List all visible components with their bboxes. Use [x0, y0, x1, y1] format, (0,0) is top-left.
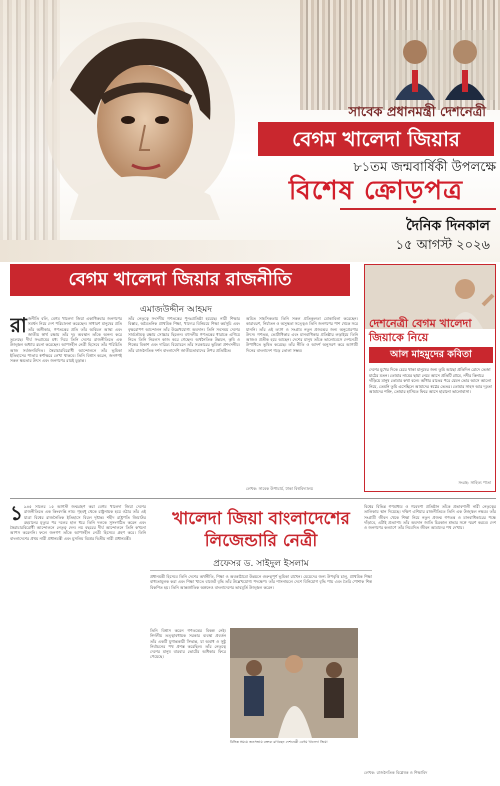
- article1-col2-text: তাঁর নেতৃত্বে সংসদীয় গণতন্ত্রের পুনঃপ্রতিষ্ঠা হয়েছে। নারী শিক্ষার বিস্তার, অবৈতনিক প্রাথমিক শিক্ষা, খাদ্যের বিনিময়ে শিক্ষা কর্মসূচি এবং বৃক্ষরোপণ আন্দোলন তাঁর উল্লেখযোগ্য অবদান। তিনি সবসময় দেশের সার্বভৌমত্ব রক্ষায় সোচ্চার ছিলেন। বহুদলীয় গণতন্ত্রের ধারাকে এগিয়ে নিতে তিনি নিরলস কাজ করে গেছেন। অর্থনৈতিক উন্নয়ন, কৃষি ও শিল্পের বিকাশ এবং দারিদ্র্য বিমোচনে তাঁর সরকারের ভূমিকা প্রশংসনীয়। তাঁর রাজনৈতিক দর্শন বাংলাদেশি জাতীয়তাবাদের উপর প্রতিষ্ঠিত।: [128, 316, 240, 353]
- poem-sidebar: [364, 264, 496, 492]
- article1-column-3: [246, 316, 358, 484]
- banner-kicker: সাবেক প্রধানমন্ত্রী দেশনেত্রী: [348, 105, 486, 120]
- special-supplement-title: বিশেষ ক্রোড়পত্র: [288, 176, 464, 206]
- article1-dropcap: রা: [10, 316, 27, 337]
- section-divider: [10, 498, 496, 499]
- article1-column-1: [10, 316, 122, 492]
- article2-col2-text: প্রধানমন্ত্রী হিসেবে তিনি দেশের অর্থনীতি, শিক্ষা ও অবকাঠামো উন্নয়নে গুরুত্বপূর্ণ ভূমিকা রাখেন। মেয়েদের জন্য উপবৃত্তি চালু, প্রাথমিক শিক্ষা বাধ্যতামূলক করা এবং শিক্ষা খাতে বাজেট বৃদ্ধি তাঁর উল্লেখযোগ্য পদক্ষেপ। তাঁর শাসনামলে দেশে বিনিয়োগ বৃদ্ধি পায় এবং তৈরি পোশাক শিল্প বিকশিত হয়। তিনি আন্তর্জাতিক অঙ্গনেও বাংলাদেশের ভাবমূর্তি উজ্জ্বল করেন।: [150, 574, 372, 590]
- article1-column-2: [128, 316, 240, 492]
- banner-name: বেগম খালেদা জিয়ার: [258, 122, 494, 156]
- rally-photo-caption: বিভিন্ন সময়ে জনসভায় বক্তব্য রাখছেন দেশনেত্রী বেগম খালেদা জিয়া: [230, 740, 328, 744]
- article1-headline: বেগম খালেদা জিয়ার রাজনীতি: [10, 264, 350, 296]
- article1-footnote: লেখক: সাবেক উপাচার্য, ঢাকা বিশ্ববিদ্যালয়: [246, 486, 313, 491]
- sidebar-poem: দেশের মুখের দিকে চেয়ে থাকা মানুষের জন্য তুমি আছো প্রতিদিন রোদে ভেজা মাঠের মতন। তোমার নামের ছায়া নেমে আসে প্রতিটি গ্রামে, নদীর কিনারে দাঁড়িয়ে মানুষ তোমার কথা বলে। আঁধার রাতের পরে যেমন ভোর আসে আলো নিয়ে, তেমনি তুমি এসেছিলে আমাদের স্বপ্নের ভেতর। তোমার সাহস আর দৃঢ়তা আমাদের শক্তি, তোমার হাসিতে ফিরে আসে হারানো ভালোবাসা।: [369, 367, 492, 395]
- article2-column-2: [150, 574, 372, 624]
- politicians-photo: [385, 30, 495, 100]
- article2-col3-text: তিনি বিশ্বাস করেন গণতন্ত্রের বিকল্প নেই। নির্দলীয় তত্ত্বাবধায়ক সরকার ব্যবস্থা প্রবর্তন তাঁর একটি যুগান্তকারী সিদ্ধান্ত, যা অবাধ ও সুষ্ঠু নির্বাচনের পথ প্রশস্ত করেছিল। তাঁর নেতৃত্বে দেশের মানুষ বারবার ভোটের অধিকার ফিরে পেয়েছে।: [150, 628, 226, 660]
- sidebar-credit: সংগ্রহ: সাহিত্য পাতা: [458, 480, 491, 485]
- article2-headline: খালেদা জিয়া বাংলাদেশের লিজেন্ডারি নেত্রী: [172, 509, 350, 551]
- newspaper-name: দৈনিক দিনকাল: [405, 218, 490, 234]
- article2-footnote: লেখক: রাজনৈতিক বিশ্লেষক ও শিক্ষাবিদ: [364, 770, 428, 775]
- banner-occasion: ৮১তম জন্মবার্ষিকী উপলক্ষে: [353, 160, 496, 175]
- article2-rule: [150, 570, 372, 571]
- article2-col4-text: বিশ্বের বিভিন্ন গণমাধ্যম ও গবেষণা প্রতিষ্ঠান তাঁকে প্রভাবশালী নারী নেতৃত্বের তালিকায় স্থান দিয়েছে। দক্ষিণ এশিয়ার রাজনীতিতে তিনি এক উজ্জ্বল নক্ষত্র। তাঁর সংগ্রামী জীবন থেকে শিক্ষা নিয়ে নতুন প্রজন্ম গণতন্ত্র ও মানবাধিকারের পক্ষে দাঁড়াবে, এটাই প্রত্যাশা। তাঁর অবদান জাতি চিরকাল শ্রদ্ধার সঙ্গে স্মরণ করবে। দেশ ও জনগণের কল্যাণে তাঁর নিবেদিত জীবন আমাদের পথ দেখায়।: [364, 504, 496, 531]
- rally-photo: [230, 628, 358, 738]
- masthead-rule: [340, 208, 496, 210]
- article2-dropcap: ১: [10, 504, 23, 525]
- article2-byline: প্রফেসর ড. সাইদুল ইসলাম: [213, 559, 309, 569]
- issue-date: ১৫ আগস্ট ২০২৬: [395, 238, 490, 253]
- supplement-banner: [0, 0, 500, 262]
- sidebar-subheading: আল মাহমুদের কবিতা: [369, 347, 493, 363]
- article2-column-3: [150, 628, 226, 776]
- article2-column-4: [364, 504, 496, 766]
- banner-ribbon: [0, 240, 340, 262]
- article1-byline: এমাজউদ্দীন আহমদ: [140, 305, 212, 315]
- sidebar-heading: দেশনেত্রী বেগম খালেদা জিয়াকে নিয়ে: [369, 317, 472, 344]
- article2-column-1: [10, 504, 146, 776]
- article1-col3-text: অমিত সাহসিকতায় তিনি সকল প্রতিকূলতা মোকাবিলা করেছেন। কারাবরণ, নির্যাতন ও অসুস্থতা সত্ত্বেও তিনি জনগণের পাশ থেকে সরে যাননি। তাঁর এই ত্যাগ ও সংগ্রাম নতুন প্রজন্মের জন্য অনুপ্রেরণার উৎস। গণতন্ত্র, ভোটাধিকার এবং মানবাধিকার প্রতিষ্ঠার লড়াইয়ে তিনি আজও প্রতীক হয়ে আছেন। দেশের মানুষ তাঁকে ভালোবেসে দেশনেত্রী উপাধিতে ভূষিত করেছে। তাঁর নীতি ও আদর্শ অনুসরণ করে আগামী দিনের বাংলাদেশ গড়ে তোলা সম্ভব।: [246, 316, 358, 353]
- leader-portrait: [40, 20, 240, 220]
- article2-col1-text: ৯৪৫ সালের ১৫ আগস্ট জন্মগ্রহণ করা বেগম খালেদা জিয়া দেশের রাজনীতিতে এক কিংবদন্তি নাম। গৃহবধূ থেকে রাষ্ট্রনায়ক হয়ে ওঠার তাঁর এই যাত্রা বিশ্বের রাজনৈতিক ইতিহাসে বিরল দৃষ্টান্ত। শহীদ রাষ্ট্রপতি জিয়াউর রহমানের মৃত্যুর পর দলের হাল ধরে তিনি দলকে সুসংগঠিত করেন এবং স্বৈরাচারবিরোধী আন্দোলনে নেতৃত্ব দেন। নয় বছরের দীর্ঘ আন্দোলনে তিনি কখনো আপস করেননি। ফলে জনগণ তাঁকে আপসহীন নেত্রী হিসেবে গ্রহণ করে। তিনি বাংলাদেশের প্রথম নারী প্রধানমন্ত্রী এবং মুসলিম বিশ্বের দ্বিতীয় নারী প্রধানমন্ত্রী।: [10, 504, 146, 541]
- article1-col1-text: জনীতি বলি, বেগম খালেদা জিয়া একাধিকবার জনগণের সমর্থন নিয়ে দেশ পরিচালনা করেছেন। সাধারণ মানুষের প্রতি তাঁর অঙ্গীকার, গণতন্ত্রের প্রতি তাঁর অবিচল আস্থা এবং জাতীয় স্বার্থ রক্ষায় তাঁর দৃঢ় অবস্থান তাঁকে অনন্য করে তুলেছে। দীর্ঘ সংগ্রামের মধ্য দিয়ে তিনি দেশের রাজনীতিতে এক উজ্জ্বল অধ্যায় রচনা করেছেন। আপসহীন নেত্রী হিসেবে তাঁর পরিচিতি আজ সর্বজনবিদিত। স্বৈরাচারবিরোধী আন্দোলনে তাঁর ভূমিকা ইতিহাসের পাতায় স্বর্ণাক্ষরে লেখা থাকবে। তিনি বিশ্বাস করেন, জনগণই সকল ক্ষমতার উৎস এবং জনগণের রায়ই চূড়ান্ত।: [10, 316, 122, 364]
